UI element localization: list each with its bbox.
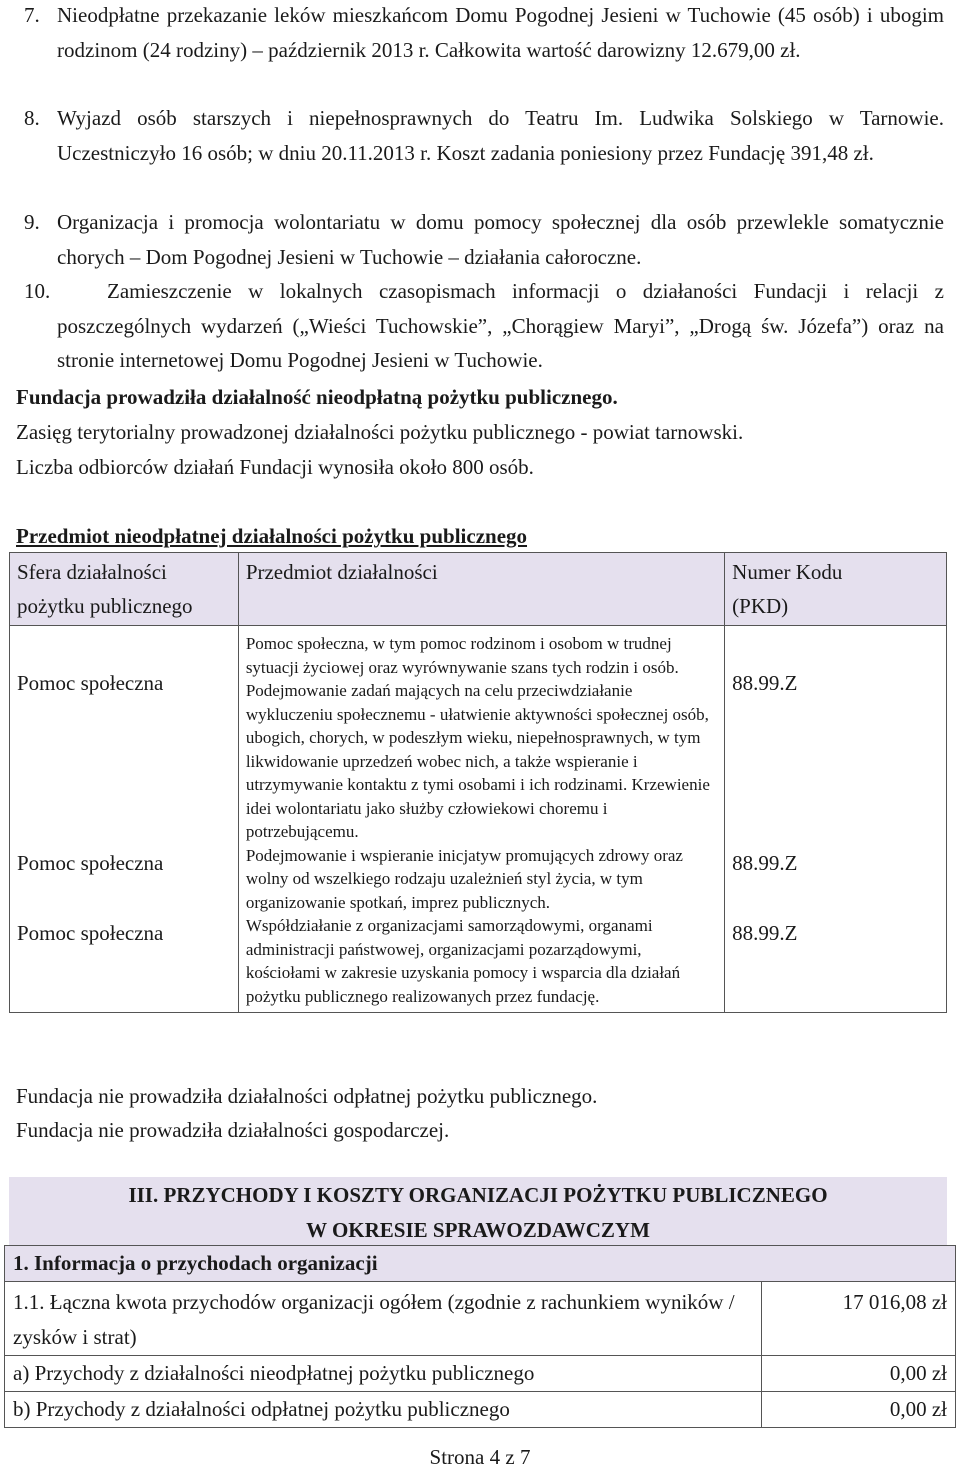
list-number: 8. <box>24 106 40 130</box>
row-sphere: Pomoc społeczna <box>10 626 239 844</box>
header-sphere: Sfera działalności pożytku publicznego <box>10 553 239 626</box>
row-code: 88.99.Z <box>725 914 947 1013</box>
section-iii-header <box>9 1177 947 1245</box>
row-subject: Podejmowanie i wspieranie inicjatyw promujących zdrowy oraz wolny od wszelkiego rodzaju uzależnień styl życia, w tym organizowanie spotkań, imprez publicznych. <box>238 844 724 915</box>
list-item-9 <box>24 205 944 274</box>
activity-table-heading: Przedmiot nieodpłatnej działalności pożytku publicznego <box>16 524 528 548</box>
row-subject: Współdziałanie z organizacjami samorządowymi, organami administracji państwowej, organizacjami pozarządowymi, kościołami w zakresie uzyskania pomocy i wsparcia dla działań pożytku publicznego realizowanych przez fundację. <box>238 914 724 1013</box>
revenue-table <box>4 1245 956 1428</box>
no-business-activity-statement: Fundacja nie prowadziła działalności gospodarczej. <box>16 1118 450 1142</box>
row-code: 88.99.Z <box>725 844 947 915</box>
revenue-subheading-row <box>5 1246 956 1282</box>
section-title-line2: W OKRESIE SPRAWOZDAWCZYM <box>306 1218 650 1242</box>
table-row <box>5 1356 956 1392</box>
table-row <box>10 626 947 844</box>
territorial-range: Zasięg terytorialny prowadzonej działalności pożytku publicznego - powiat tarnowski. <box>16 420 744 444</box>
list-item-8 <box>24 101 944 170</box>
list-number: 9. <box>24 210 40 234</box>
header-subject: Przedmiot działalności <box>238 553 724 626</box>
list-text: Zamieszczenie w lokalnych czasopismach informacji o działaności Fundacji i relacji z poszczególnych wydarzeń („Wieści Tuchowskie”, „Chorągiew Maryi”, „Drogą św. Józefa”) oraz na stronie internetowej Domu Pogodnej Jesieni w Tuchowie. <box>57 279 944 372</box>
row-sphere: Pomoc społeczna <box>10 914 239 1013</box>
list-item-10 <box>24 274 944 378</box>
list-text: Nieodpłatne przekazanie leków mieszkańcom Domu Pogodnej Jesieni w Tuchowie (45 osób) i ubogim rodzinom (24 rodziny) – październik 2013 r. Całkowita wartość darowizny 12.679,00 zł. <box>57 3 944 62</box>
no-paid-activity-statement: Fundacja nie prowadziła działalności odpłatnej pożytku publicznego. <box>16 1084 598 1108</box>
revenue-amount: 0,00 zł <box>762 1356 956 1392</box>
table-row <box>5 1392 956 1428</box>
row-subject: Pomoc społeczna, w tym pomoc rodzinom i osobom w trudnej sytuacji życiowej oraz wyrównywanie szans tych rodzin i osób. Podejmowanie zadań mających na celu przeciwdziałanie wykluczeniu społecznemu - ułatwienie aktywności społecznej osób, ubogich, chorych, w podeszłym wieku, niepełnosprawnych, w tym likwidowanie uprzedzeń wobec nich, a także wspieranie i utrzymywanie kontaktu z tymi osobami i ich rodzinami. Krzewienie idei wolontariatu jako służby człowiekowi choremu i potrzebującemu. <box>238 626 724 844</box>
recipients-count: Liczba odbiorców działań Fundacji wynosiła około 800 osób. <box>16 455 534 479</box>
list-number: 7. <box>24 3 40 27</box>
section-title-line1: III. PRZYCHODY I KOSZTY ORGANIZACJI POŻYTKU PUBLICZNEGO <box>128 1183 828 1207</box>
revenue-subheading: 1. Informacja o przychodach organizacji <box>5 1246 956 1282</box>
table-row <box>10 844 947 915</box>
revenue-amount: 0,00 zł <box>762 1392 956 1428</box>
list-text: Wyjazd osób starszych i niepełnosprawnych do Teatru Im. Ludwika Solskiego w Tarnowie. Uczestniczyło 16 osób; w dniu 20.11.2013 r. Koszt zadania poniesiony przez Fundację 391,48 zł. <box>57 106 944 165</box>
header-code: Numer Kodu (PKD) <box>725 553 947 626</box>
list-number: 10. <box>24 279 51 303</box>
activity-table <box>9 552 947 1013</box>
row-code: 88.99.Z <box>725 626 947 844</box>
list-item-7 <box>24 0 944 67</box>
nonpaid-activity-statement: Fundacja prowadziła działalność nieodpłatną pożytku publicznego. <box>16 385 618 409</box>
revenue-label: a) Przychody z działalności nieodpłatnej pożytku publicznego <box>5 1356 762 1392</box>
activity-table-header-row <box>10 553 947 626</box>
revenue-label: b) Przychody z działalności odpłatnej pożytku publicznego <box>5 1392 762 1428</box>
page-number: Strona 4 z 7 <box>429 1445 531 1469</box>
table-row <box>10 914 947 1013</box>
list-text: Organizacja i promocja wolontariatu w domu pomocy społecznej dla osób przewlekle somatycznie chorych – Dom Pogodnej Jesieni w Tuchowie – działania całoroczne. <box>57 210 944 269</box>
revenue-label: 1.1. Łączna kwota przychodów organizacji ogółem (zgodnie z rachunkiem wyników / zysków i strat) <box>5 1282 762 1356</box>
table-row <box>5 1282 956 1356</box>
row-sphere: Pomoc społeczna <box>10 844 239 915</box>
revenue-amount: 17 016,08 zł <box>762 1282 956 1356</box>
